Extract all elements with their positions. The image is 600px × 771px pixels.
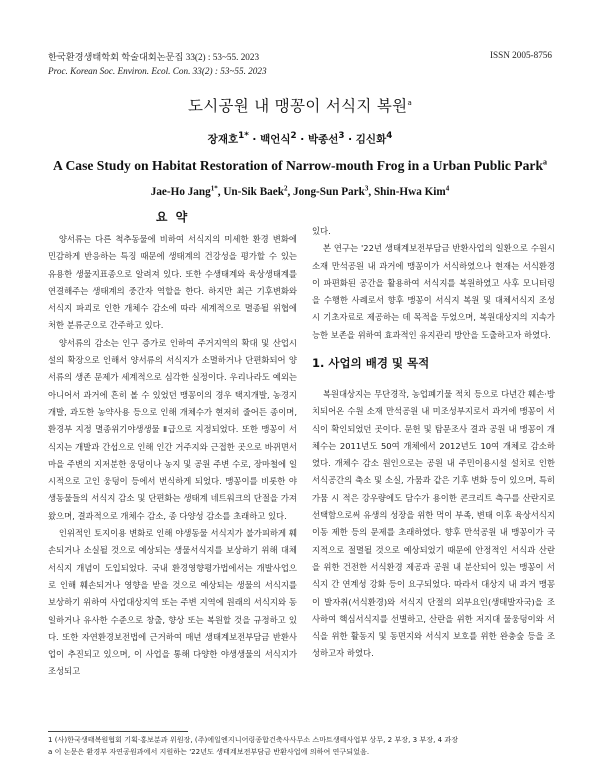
abstract-paragraph-1: 양서류는 다른 척추동물에 비하여 서식지의 미세한 환경 변화에 민감하게 반응하는 특징 때문에 생태계의 건강성을 평가할 수 있는 유용한 생물지표종으로 알려져 있다. 또한 수생태계와 육상생태계를 연결해주는 생태계의 중간자 역할을 한다. 하지만 최근 기후변화와 서식지 파괴로 인한 개체수 감소에 따라 세계적으로 멸종될 위협에 처한 분류군으로 간주하고 있다. bbox=[48, 234, 297, 331]
author-ko-affiliation-mark: 1* bbox=[238, 131, 249, 141]
abstract-paragraph-2: 양서류의 감소는 인구 증가로 인하여 주거지역의 확대 및 산업시설의 확장으로 인해서 양서류의 서식지가 소멸하거나 단편화되어 양서류의 생존 문제가 세계적으로 심각한 실정이다. 우리나라도 예외는 아니어서 과거에 흔히 볼 수 있었던 맹꽁이의 경우 택지개발, 농경지 개발, 과도한 농약사용 등으로 인해 개체수가 현저히 줄어든 종이며, 환경부 지정 멸종위기야생생물 Ⅱ급으로 지정되었다. 또한 맹꽁이 서식지는 개발과 간섭으로 인해 인간 거주지와 근접한 곳으로 바뀌면서 마을 주변의 지저분한 웅덩이나 농지 및 공원 주변 수로, 장마철에 일시적으로 고인 웅덩이 등에서 번식하게 되었다. 맹꽁이를 비롯한 야생동물들의 서식지 감소 및 단편화는 생태계 네트워크의 단절을 가져왔으며, 결과적으로 개체수 감소, 종 다양성 감소를 초래하고 있다. bbox=[48, 337, 297, 521]
author-ko-separator: · bbox=[296, 133, 308, 146]
author-ko-separator: · bbox=[248, 133, 261, 146]
abstract-heading: 요 약 bbox=[155, 210, 190, 224]
author-en-name: Jong-Sun Park bbox=[293, 186, 365, 198]
author-ko-name: 김신화 bbox=[355, 133, 387, 146]
journal-citation-en: Proc. Korean Soc. Environ. Ecol. Con. 33(2) : 53~55. 2023 bbox=[48, 66, 267, 76]
author-en-name: Jae-Ho Jang bbox=[150, 186, 211, 198]
abstract-paragraph-3: 인위적인 토지이용 변화로 인해 야생동물 서식지가 불가피하게 훼손되거나 소실될 것으로 예상되는 생물서식지를 보상하기 위해 대체서식지 개념이 도입되었다. 국내 환경영향평가법에서는 개발사업으로 인해 훼손되거나 영향을 받을 것으로 예상되는 생물의 서식지를 보상하기 위하여 사업대상지역 또는 주변 지역에 원래의 서식지와 동일하거나 유사한 수준으로 창출, 향상 또는 복원할 것을 규정하고 있다. 또한 자연환경보전법에 근거하여 매년 생태계보전부담금 반환사업이 추진되고 있으며, 이 사업을 통해 다양한 야생생물의 서식지가 조성되고 bbox=[48, 528, 297, 677]
author-ko-name: 장재호 bbox=[207, 133, 239, 146]
author-ko-affiliation-mark: 2 bbox=[290, 131, 297, 141]
author-ko-affiliation-mark: 3 bbox=[338, 131, 345, 141]
authors-english bbox=[0, 186, 600, 198]
title-english-text: A Case Study on Habitat Restoration of Narrow-mouth Frog in a Urban Public Park bbox=[52, 158, 544, 173]
title-english-footnote-mark: a bbox=[543, 157, 548, 167]
author-en-separator: , bbox=[287, 186, 294, 198]
footnote-funding: a 이 논문은 환경부 자연공원과에서 지원하는 '22년도 생태계보전부담금 반환사업에 의하여 연구되었음. bbox=[48, 747, 370, 756]
author-en-affiliation-mark: 2 bbox=[283, 184, 288, 193]
section-1-paragraph: 복원대상지는 무단경작, 농업폐기물 적치 등으로 다년간 훼손·방치되어온 수원 소재 만석공원 내 미조성부지로서 과거에 맹꽁이 서식이 확인되었던 곳이다. 문헌 및 탐문조사 결과 공원 내 맹꽁이 개체수는 2011년도 50여 개체에서 2012년도 10여 개체로 감소하였다. 개체수 감소 원인으로는 공원 내 주민이용시설 설치로 인한 서식공간의 축소 및 소실, 가뭄과 같은 기후 변화 등이 있으며, 특히 가뭄 시 적은 강우량에도 담수가 용이한 콘크리트 측구를 산란지로 선택함으로써 유생의 성장을 위한 먹이 부족, 변태 이후 육상서식지 이동 제한 등의 문제를 초래하였다. 향후 만석공원 내 맹꽁이가 국지적으로 절멸될 것으로 예상되었기 때문에 안정적인 서식과 산란을 위한 건전한 서식환경 제공과 공원 내 분산되어 있는 맹꽁이 서식지 간 연계성 강화 등이 요구되었다. 따라서 대상지 내 과거 맹꽁이 발자취(서식환경)와 서식지 단절의 외부요인(생태발자국)을 조사하여 핵심서식지를 선별하고, 산란을 위한 저지대 물웅덩이와 서식을 위한 활동지 및 동면지와 서식지 보호를 위한 완충숲 등을 조성하고자 하였다. bbox=[312, 389, 555, 659]
right-column-intro bbox=[312, 223, 555, 344]
footnote-divider bbox=[48, 731, 188, 732]
author-en-separator: , bbox=[368, 186, 374, 198]
issn: ISSN 2005-8756 bbox=[489, 50, 552, 60]
purpose-paragraph: 본 연구는 '22년 생태계보전부담금 반환사업의 일환으로 수원시 소재 만석공원 내 과거에 맹꽁이가 서식하였으나 현재는 서식환경이 파편화된 공간을 활용하여 서식지를 복원하였고 사후 모니터링을 수행한 사례로서 향후 맹꽁이 서식지 복원 및 대체서식지 조성 시 기초자료로 제공하는 데 목적을 두었으며, 복원대상지의 지속가능한 보존을 위하여 효과적인 유지관리 방안을 도출하고자 하였다. bbox=[312, 243, 555, 340]
title-english bbox=[0, 158, 600, 174]
author-ko-affiliation-mark: 4 bbox=[386, 131, 393, 141]
author-ko-separator: · bbox=[344, 133, 356, 146]
continued-text: 있다. bbox=[312, 226, 331, 236]
title-korean-footnote-mark: a bbox=[407, 98, 413, 107]
section-1-heading: 1. 사업의 배경 및 목적 bbox=[312, 356, 430, 370]
journal-citation-ko: 한국환경생태학회 학술대회논문집 33(2) : 53~55. 2023 bbox=[48, 52, 260, 62]
journal-header bbox=[48, 50, 408, 78]
author-en-affiliation-mark: 1* bbox=[210, 184, 218, 193]
author-en-name: Un-Sik Baek bbox=[223, 186, 284, 198]
title-korean-text: 도시공원 내 맹꽁이 서식지 복원 bbox=[187, 97, 408, 115]
title-korean bbox=[0, 94, 600, 116]
author-en-affiliation-mark: 3 bbox=[364, 184, 369, 193]
author-en-separator: , bbox=[217, 186, 224, 198]
author-en-name: Shin-Hwa Kim bbox=[373, 186, 446, 198]
footnotes bbox=[48, 734, 558, 758]
authors-korean bbox=[0, 131, 600, 147]
section-1-body bbox=[312, 386, 555, 663]
footnote-affiliation: 1 (사)한국생태복원협회 기획·홍보분과 위원장, (주)에일엔지니어링종합건축사사무소 스마트생태사업부 상무, 2 부장, 3 부장, 4 과장 bbox=[48, 735, 459, 744]
author-ko-name: 백언식 bbox=[260, 133, 291, 146]
left-column bbox=[48, 231, 297, 681]
author-ko-name: 박종선 bbox=[307, 133, 339, 146]
author-en-affiliation-mark: 4 bbox=[445, 184, 450, 193]
